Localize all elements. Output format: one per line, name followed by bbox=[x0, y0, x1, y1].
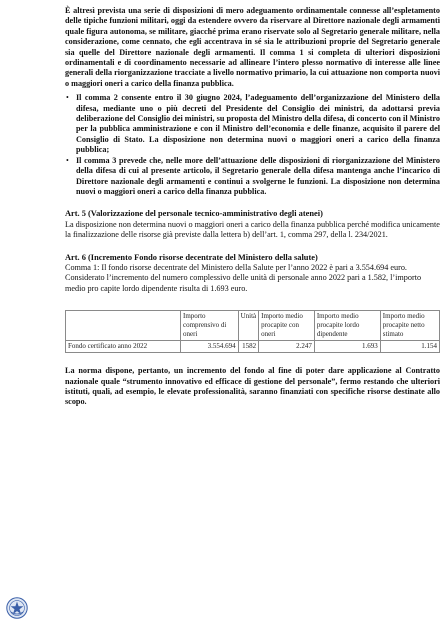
table-cell: 1582 bbox=[238, 341, 259, 353]
closing-paragraph: La norma dispone, pertanto, un incremento del fondo al fine di poter dare applicazione al Contratto nazionale quale “strumento innovativo ed efficace di gestione del personale”, fermo restando che ulteriori istituti, quali, ad esempio, le elevate professionalità, saranno finanziati con specifiche risorse destinate allo scopo. bbox=[65, 366, 440, 407]
table-cell: 2.247 bbox=[259, 341, 315, 353]
table-header-cell bbox=[66, 311, 181, 341]
emblem-seal-icon bbox=[6, 597, 28, 619]
bullet-icon: • bbox=[66, 93, 69, 103]
table-header-cell: Importo medio procapite netto stimato bbox=[380, 311, 439, 341]
table-header-cell: Importo medio procapite lordo dipendente bbox=[314, 311, 380, 341]
list-item bbox=[65, 156, 440, 198]
bullet-icon: • bbox=[66, 155, 69, 165]
table-header-row bbox=[66, 311, 440, 341]
table-header-cell: Importo comprensivo di oneri bbox=[181, 311, 239, 341]
art6-heading: Art. 6 (Incremento Fondo risorse decentrate del Ministero della salute) bbox=[65, 252, 318, 262]
table-cell: Fondo certificato anno 2022 bbox=[66, 341, 181, 353]
table-cell: 3.554.694 bbox=[181, 341, 239, 353]
table-row bbox=[66, 341, 440, 353]
intro-paragraph: È altresì prevista una serie di disposizioni di mero adeguamento ordinamentale connesse all’espletamento delle tipiche funzioni militari, oggi da estendere ovvero da riservare al Direttore nazionale degli armamenti quale figura autonoma, se militare, giacché prima erano riservate solo al Segretario generale militare, nella considerazione, come cennato, che egli accentrava in sé sia le attribuzioni proprie del Segretario generale sia quelle del Direttore nazionale degli armamenti. Il comma 1 si completa di ulteriori disposizioni ordinamentali e di coordinamento necessarie ad allineare l’intero plesso normativo di interesse alle linee generali della riorganizzazione tracciate a livello normativo primario, la cui attuazione non comporta nuovi o maggiori oneri a carico della finanza pubblica. bbox=[65, 6, 440, 88]
art5-heading: Art. 5 (Valorizzazione del personale tecnico-amministrativo degli atenei) bbox=[65, 209, 323, 219]
art5-text: La disposizione non determina nuovi o maggiori oneri a carico della finanza pubblica perché modifica unicamente la finalizzazione delle risorse già previste dalla lettera b) dell’art. 1, comma 297, della l. 234/2021. bbox=[65, 219, 440, 240]
bullet-text: Il comma 2 consente entro il 30 giugno 2024, l’adeguamento dell’organizzazione del Ministero della difesa, mediante uno o più decreti del Presidente del Consiglio dei ministri, da adottarsi previa deliberazione del Consiglio dei ministri, su proposta del Ministro della difesa, di concerto con il Ministro per la pubblica amministrazione e con il Ministro dell’economia e delle finanze, acquisito il parere del Consiglio di Stato. La disposizione non determina nuovi o maggiori oneri a carico della finanza pubblica; bbox=[76, 93, 440, 155]
list-item bbox=[65, 93, 440, 155]
bullet-list bbox=[65, 93, 440, 197]
fund-table bbox=[65, 310, 440, 353]
table-header-cell: Importo medio procapite con oneri bbox=[259, 311, 315, 341]
table-cell: 1.154 bbox=[380, 341, 439, 353]
art6-text: Comma 1: Il fondo risorse decentrate del Ministero della Salute per l’anno 2022 è pari a 3.554.694 euro. Considerato l’incremento del numero complessivo delle unità di personale anno 2022 pari a 1.582, l’importo medio pro capite lordo dipendente risulta di 1.693 euro. bbox=[65, 262, 422, 293]
bullet-text: Il comma 3 prevede che, nelle more dell’attuazione delle disposizioni di riorganizzazione del Ministero della difesa di cui al presente articolo, il Segretario generale della difesa mantenga anche l’incarico di Direttore nazionale degli armamenti e continui a svolgerne le funzioni. La disposizione non determina nuovi o maggiori oneri a carico della finanza pubblica. bbox=[76, 155, 440, 196]
document-page bbox=[65, 6, 440, 408]
table-header-cell: Unità bbox=[238, 311, 259, 341]
table-cell: 1.693 bbox=[314, 341, 380, 353]
